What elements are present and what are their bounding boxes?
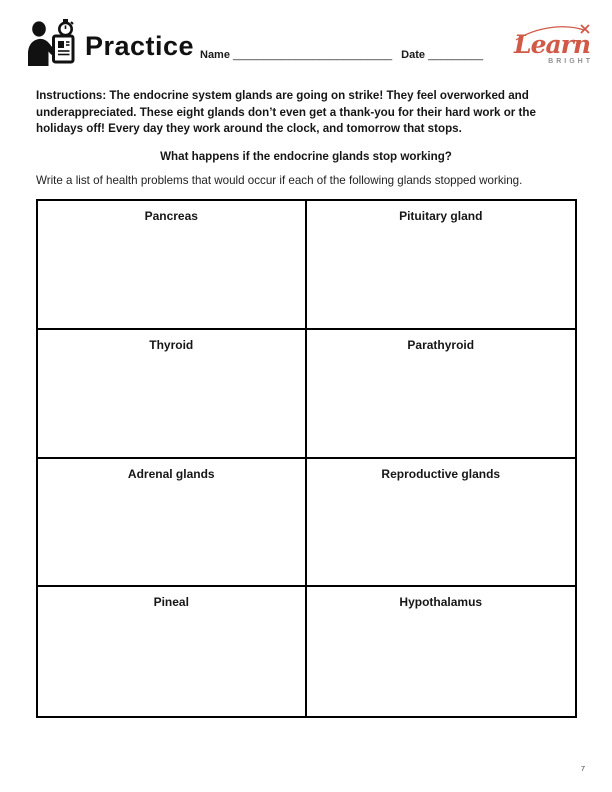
gland-name-pancreas: Pancreas bbox=[144, 209, 198, 223]
date-blank-line: _________ bbox=[428, 49, 484, 61]
name-blank-line: __________________________ bbox=[233, 49, 393, 61]
table-cell-thyroid bbox=[38, 330, 307, 459]
instructions-paragraph: Instructions: The endocrine system glands are going on strike! They feel overworked and underappreciated. These eight glands don’t even get a thank-you for their hard work or the holidays off! Every day they work around the clock, and tomorrow that stops. bbox=[36, 89, 536, 135]
table-cell-pineal bbox=[38, 587, 307, 716]
date-label: Date bbox=[401, 49, 425, 61]
logo-wordmark: Learn bbox=[514, 30, 591, 59]
learn-bright-logo bbox=[512, 24, 596, 68]
practice-person-clipboard-icon bbox=[28, 19, 80, 66]
logo-subtext: BRIGHT bbox=[548, 58, 593, 65]
task-prompt: Write a list of health problems that would occur if each of the following glands stopped working. bbox=[36, 174, 523, 187]
gland-name-adrenal: Adrenal glands bbox=[127, 466, 215, 481]
gland-name-parathyroid: Parathyroid bbox=[407, 337, 475, 352]
page-number: 7 bbox=[580, 764, 585, 773]
name-label: Name bbox=[200, 49, 230, 61]
table-cell-parathyroid bbox=[307, 330, 576, 459]
table-cell-reproductive bbox=[307, 459, 576, 588]
worksheet-type-title: Practice bbox=[85, 31, 195, 61]
gland-name-pineal: Pineal bbox=[153, 595, 189, 610]
table-cell-pituitary bbox=[307, 201, 576, 330]
gland-name-pituitary: Pituitary gland bbox=[399, 209, 483, 223]
table-cell-pancreas bbox=[38, 201, 307, 330]
gland-name-hypothalamus: Hypothalamus bbox=[399, 595, 483, 610]
table-cell-adrenal bbox=[38, 459, 307, 588]
table-cell-hypothalamus bbox=[307, 587, 576, 716]
name-date-row bbox=[200, 49, 483, 61]
worksheet-question: What happens if the endocrine glands stop working? bbox=[160, 150, 452, 163]
gland-name-thyroid: Thyroid bbox=[149, 337, 194, 352]
gland-answer-table bbox=[36, 199, 577, 718]
gland-name-reproductive: Reproductive glands bbox=[381, 466, 501, 481]
